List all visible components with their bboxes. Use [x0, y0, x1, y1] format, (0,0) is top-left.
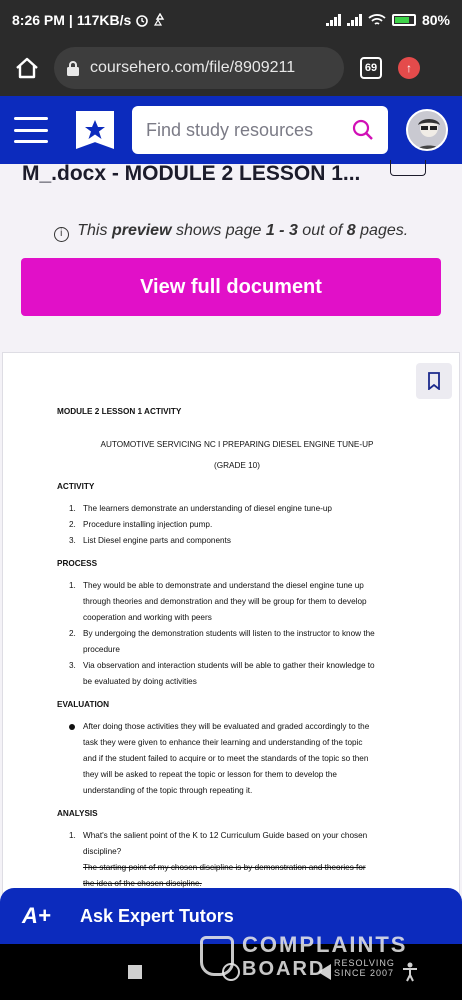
user-avatar-icon — [408, 111, 448, 151]
star-icon — [84, 119, 106, 141]
list-item: 2. By undergoing the demonstration students will listen to the instructor to know the procedure — [69, 629, 375, 654]
bookmark-icon — [427, 372, 441, 390]
signal-icon — [326, 14, 341, 26]
site-header — [0, 96, 462, 164]
alarm-icon — [135, 13, 149, 27]
process-heading: PROCESS — [57, 559, 98, 568]
home-button[interactable] — [10, 51, 44, 85]
list-item: 3. Via observation and interaction students will be able to gather their knowledge to be evaluated by doing activities — [69, 661, 375, 686]
evaluation-heading: EVALUATION — [57, 700, 110, 709]
activity-list — [69, 501, 417, 549]
list-item: 1. The learners demonstrate an understanding of diesel engine tune-up — [69, 504, 332, 513]
evaluation-list — [83, 719, 417, 799]
list-item: 1. What's the salient point of the K to 12 Curriculum Guide based on your chosen discipline? The starting point of my chosen discipline is by demonstration and theories for the idea of the chosen discipline. — [69, 831, 368, 888]
bookmark-button[interactable] — [416, 363, 452, 399]
tabs-button[interactable]: 69 — [360, 57, 382, 79]
module-subtitle: AUTOMOTIVE SERVICING NC I PREPARING DIESEL ENGINE TUNE-UP — [100, 440, 374, 449]
aplus-icon: A+ — [22, 903, 51, 928]
list-item: 3. List Diesel engine parts and components — [69, 536, 231, 545]
search-icon[interactable] — [352, 119, 374, 141]
status-bar: 8:26 PM | 117KB/s 80% — [0, 0, 462, 40]
lock-icon — [66, 60, 80, 76]
avatar[interactable] — [406, 109, 448, 151]
title-action-button[interactable] — [390, 160, 426, 176]
search-placeholder: Find study resources — [146, 119, 314, 140]
shield-icon — [200, 936, 234, 976]
search-input[interactable] — [132, 106, 388, 154]
info-icon: i — [54, 227, 69, 242]
view-full-document-button[interactable]: View full document — [21, 258, 441, 316]
url-text: coursehero.com/file/8909211 — [90, 59, 296, 76]
list-item: 1. They would be able to demonstrate and understand the diesel engine tune up through theories and demonstration and they will be group for them to develop cooperation and working with peers — [69, 581, 367, 622]
coursehero-logo[interactable] — [76, 111, 114, 149]
battery-level: 80% — [421, 12, 450, 28]
document-page-preview — [2, 352, 460, 912]
network-speed: 117KB/s — [76, 12, 132, 28]
recent-apps-button[interactable] — [128, 965, 142, 979]
process-list — [69, 578, 417, 690]
status-time: 8:26 PM — [12, 12, 65, 28]
activity-heading: ACTIVITY — [57, 482, 95, 491]
list-item: 2. Procedure installing injection pump. — [69, 520, 213, 529]
browser-toolbar — [0, 40, 462, 96]
analysis-heading: ANALYSIS — [57, 809, 98, 818]
wifi-icon — [368, 13, 386, 27]
recycle-icon — [153, 13, 167, 27]
complaintsboard-watermark: COMPLAINTS BOARD RESOLVING SINCE 2007 — [200, 932, 420, 980]
analysis-list — [69, 828, 417, 892]
update-icon[interactable]: ↑ — [398, 57, 420, 79]
address-bar[interactable] — [54, 47, 344, 89]
analysis-answer: The starting point of my chosen discipline is by demonstration and theories for — [83, 863, 366, 872]
document-body — [57, 407, 417, 902]
home-icon — [15, 57, 39, 79]
preview-note: i This preview shows page 1 - 3 out of 8 pages. — [0, 222, 462, 242]
ask-expert-tutors-label: Ask Expert Tutors — [80, 905, 234, 926]
battery-icon — [392, 14, 416, 26]
grade-label: (GRADE 10) — [214, 461, 260, 470]
document-title: M_.docx - MODULE 2 LESSON 1... — [22, 162, 361, 185]
signal-icon-2 — [347, 14, 362, 26]
hamburger-menu-icon[interactable] — [14, 117, 48, 143]
list-item: After doing those activities they will be evaluated and graded accordingly to the task they were given to enhance their learning and understanding of the topic and if the student failed to acquire or to meet the standards of the topic so then they will be asked to repeat the topic or lesson for them to develop the understanding of the topic through repeating it. — [83, 719, 417, 799]
module-heading: MODULE 2 LESSON 1 ACTIVITY — [57, 407, 182, 416]
